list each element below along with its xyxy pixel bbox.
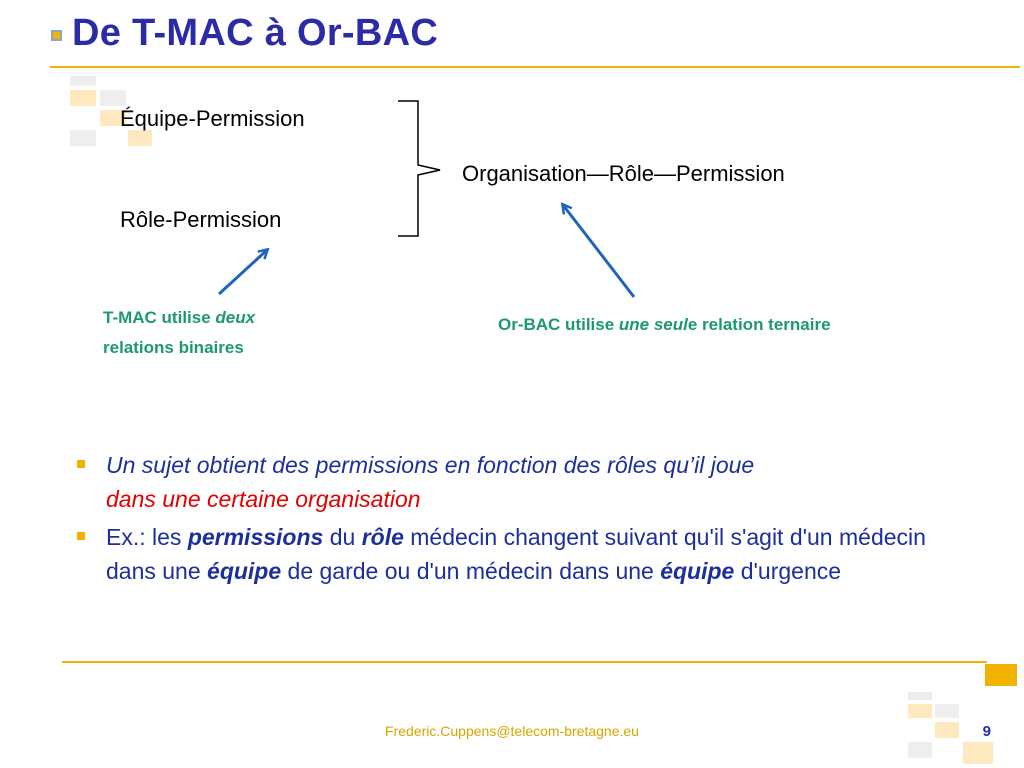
bullet-2-text-5: médecin changent suivant qu'il s'agit d'un médecin dans une: [106, 524, 926, 584]
bullet-item-1: [72, 448, 952, 516]
note-orbac: [498, 310, 831, 340]
bullet-2-text-9: d'urgence: [734, 558, 842, 584]
footer-email-link[interactable]: Frederic.Cuppens@telecom-bretagne.eu: [385, 723, 639, 739]
term-role-permission: Rôle-Permission: [120, 207, 282, 232]
note-tmac-emph: deux: [215, 308, 256, 327]
arrow-to-org-role-permission: [563, 205, 634, 297]
bullet-square-icon: [77, 532, 85, 540]
term-team-permission: Équipe-Permission: [120, 106, 305, 131]
bullet-2-text-7: de garde ou d'un médecin dans une: [281, 558, 661, 584]
note-tmac-line2: relations binaires: [103, 338, 244, 357]
bullet-1-line1: Un sujet obtient des permissions en fonction des rôles qu’il joue: [106, 452, 755, 478]
bullet-item-2: [72, 520, 952, 588]
note-tmac-prefix: T-MAC utilise: [103, 308, 216, 327]
slide-title: De T-MAC à Or-BAC: [72, 12, 439, 54]
bullet-1-line2: dans une certaine organisation: [106, 486, 421, 512]
bullet-2-permissions: permissions: [187, 524, 324, 550]
note-orbac-prefix: Or-BAC utilise: [498, 315, 619, 334]
bullet-2-equipe-1: équipe: [207, 558, 282, 584]
footer-rule: [62, 661, 987, 663]
bullet-2-text-3: du: [323, 524, 362, 550]
bullet-square-icon: [77, 460, 85, 468]
decorative-squares-bottom-right: [905, 664, 1017, 768]
arrow-to-role-permission: [219, 250, 267, 294]
note-tmac: [103, 303, 255, 363]
note-orbac-emph: une seul: [618, 315, 688, 334]
bullet-list: [72, 448, 952, 592]
bullet-2-text-1: Ex.: les: [106, 524, 188, 550]
term-org-role-permission: Organisation—Rôle—Permission: [462, 161, 785, 186]
bullet-2-equipe-2: équipe: [660, 558, 735, 584]
note-orbac-suffix: e relation ternaire: [687, 315, 831, 334]
bullet-2-role: rôle: [361, 524, 404, 550]
right-brace: [398, 101, 440, 236]
page-number: 9: [982, 723, 991, 740]
